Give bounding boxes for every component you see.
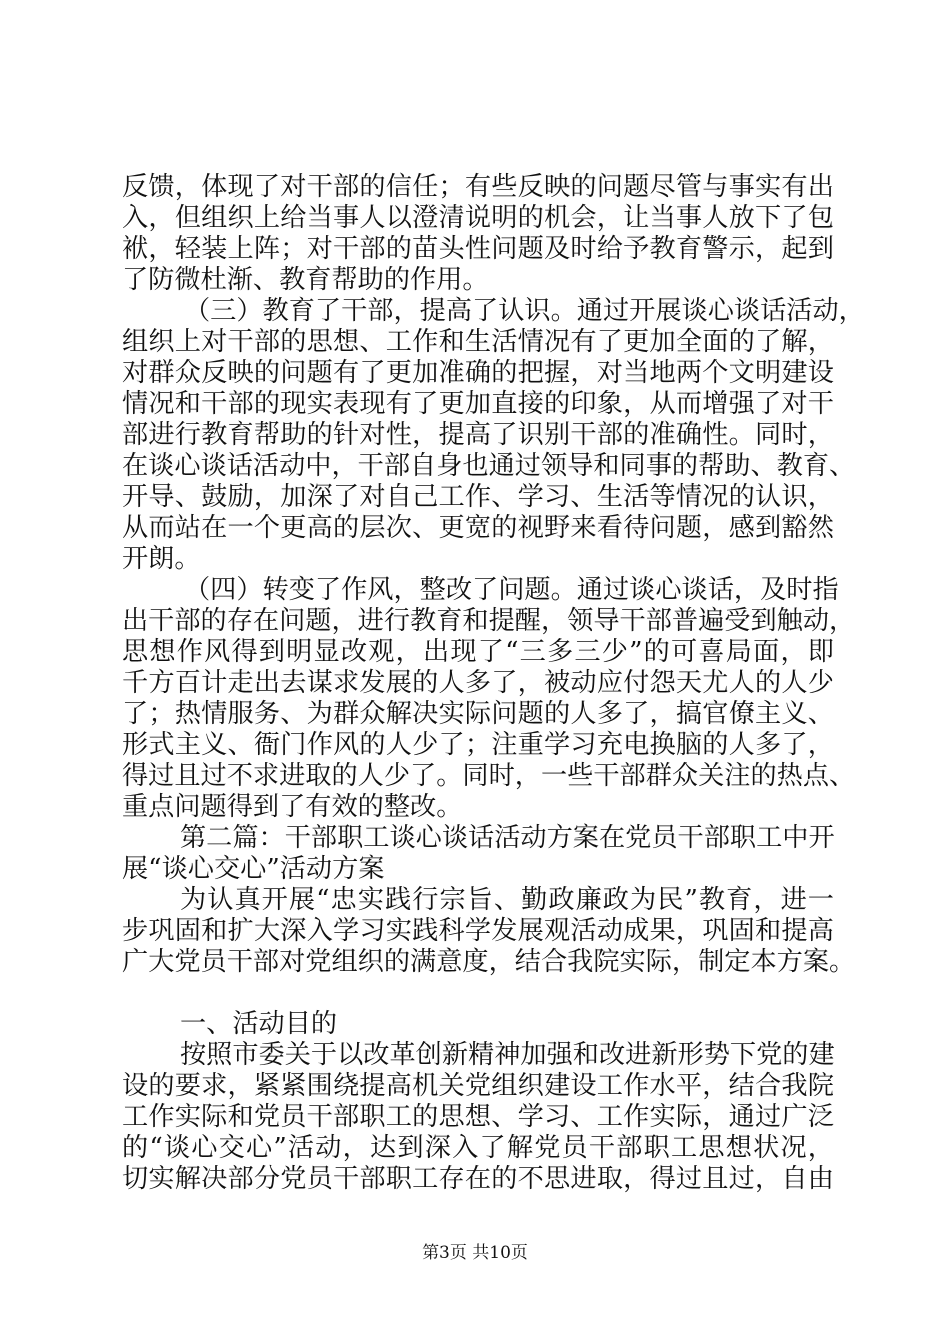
section-heading-line: 第二篇：干部职工谈心谈话活动方案在党员干部职工中开 bbox=[180, 823, 835, 853]
text-line: 设的要求，紧紧围绕提高机关党组织建设工作水平，结合我院 bbox=[122, 1071, 834, 1101]
paragraph-start-line: 为认真开展“忠实践行宗旨、勤政廉政为民”教育，进一 bbox=[180, 885, 834, 915]
text-line: 广大党员干部对党组织的满意度，结合我院实际，制定本方案。 bbox=[122, 947, 856, 977]
text-line: 组织上对干部的思想、工作和生活情况有了更加全面的了解， bbox=[122, 327, 834, 357]
text-line: 千方百计走出去谋求发展的人多了，被动应付怨天尤人的人少 bbox=[122, 668, 834, 698]
text-line: 反馈，体现了对干部的信任；有些反映的问题尽管与事实有出 bbox=[122, 172, 834, 202]
text-line: 入，但组织上给当事人以澄清说明的机会，让当事人放下了包 bbox=[122, 203, 834, 233]
text-line: 袱，轻装上阵；对干部的苗头性问题及时给予教育警示，起到 bbox=[122, 234, 834, 264]
text-line: 在谈心谈话活动中，干部自身也通过领导和同事的帮助、教育、 bbox=[122, 451, 856, 481]
text-line: 从而站在一个更高的层次、更宽的视野来看待问题，感到豁然 bbox=[122, 513, 834, 543]
page-number-footer: 第3页 共10页 bbox=[422, 1243, 528, 1263]
document-body bbox=[122, 172, 865, 1195]
text-line: 重点问题得到了有效的整改。 bbox=[122, 792, 463, 822]
text-line: 思想作风得到明显改观，出现了“三多三少”的可喜局面，即 bbox=[122, 637, 834, 667]
text-line: 工作实际和党员干部职工的思想、学习、工作实际，通过广泛 bbox=[122, 1102, 834, 1132]
text-line: 对群众反映的问题有了更加准确的把握，对当地两个文明建设 bbox=[122, 358, 834, 388]
text-line: 的“谈心交心”活动，达到深入了解党员干部职工思想状况， bbox=[122, 1133, 834, 1163]
text-line: 了防微杜渐、教育帮助的作用。 bbox=[122, 265, 489, 295]
subsection-heading: 一、活动目的 bbox=[180, 1009, 338, 1039]
text-line: 了；热情服务、为群众解决实际问题的人多了，搞官僚主义、 bbox=[122, 699, 834, 729]
text-line: 出干部的存在问题，进行教育和提醒，领导干部普遍受到触动， bbox=[122, 606, 856, 636]
text-line: 切实解决部分党员干部职工存在的不思进取，得过且过，自由 bbox=[122, 1164, 834, 1194]
paragraph-start-line: （四）转变了作风，整改了问题。通过谈心谈话，及时指 bbox=[184, 575, 839, 605]
paragraph-gap bbox=[122, 978, 834, 1009]
text-line: 部进行教育帮助的针对性，提高了识别干部的准确性。同时， bbox=[122, 420, 834, 450]
text-line: 得过且过不求进取的人少了。同时，一些干部群众关注的热点、 bbox=[122, 761, 856, 791]
text-line: 开朗。 bbox=[122, 544, 201, 574]
text-line: 情况和干部的现实表现有了更加直接的印象，从而增强了对干 bbox=[122, 389, 834, 419]
text-line: 开导、鼓励，加深了对自己工作、学习、生活等情况的认识， bbox=[122, 482, 834, 512]
section-heading-line: 展“谈心交心”活动方案 bbox=[122, 854, 385, 884]
text-line: 步巩固和扩大深入学习实践科学发展观活动成果，巩固和提高 bbox=[122, 916, 834, 946]
paragraph-start-line: （三）教育了干部，提高了认识。通过开展谈心谈话活动， bbox=[184, 296, 865, 326]
paragraph-start-line: 按照市委关于以改革创新精神加强和改进新形势下党的建 bbox=[180, 1040, 835, 1070]
text-line: 形式主义、衙门作风的人少了；注重学习充电换脑的人多了， bbox=[122, 730, 834, 760]
